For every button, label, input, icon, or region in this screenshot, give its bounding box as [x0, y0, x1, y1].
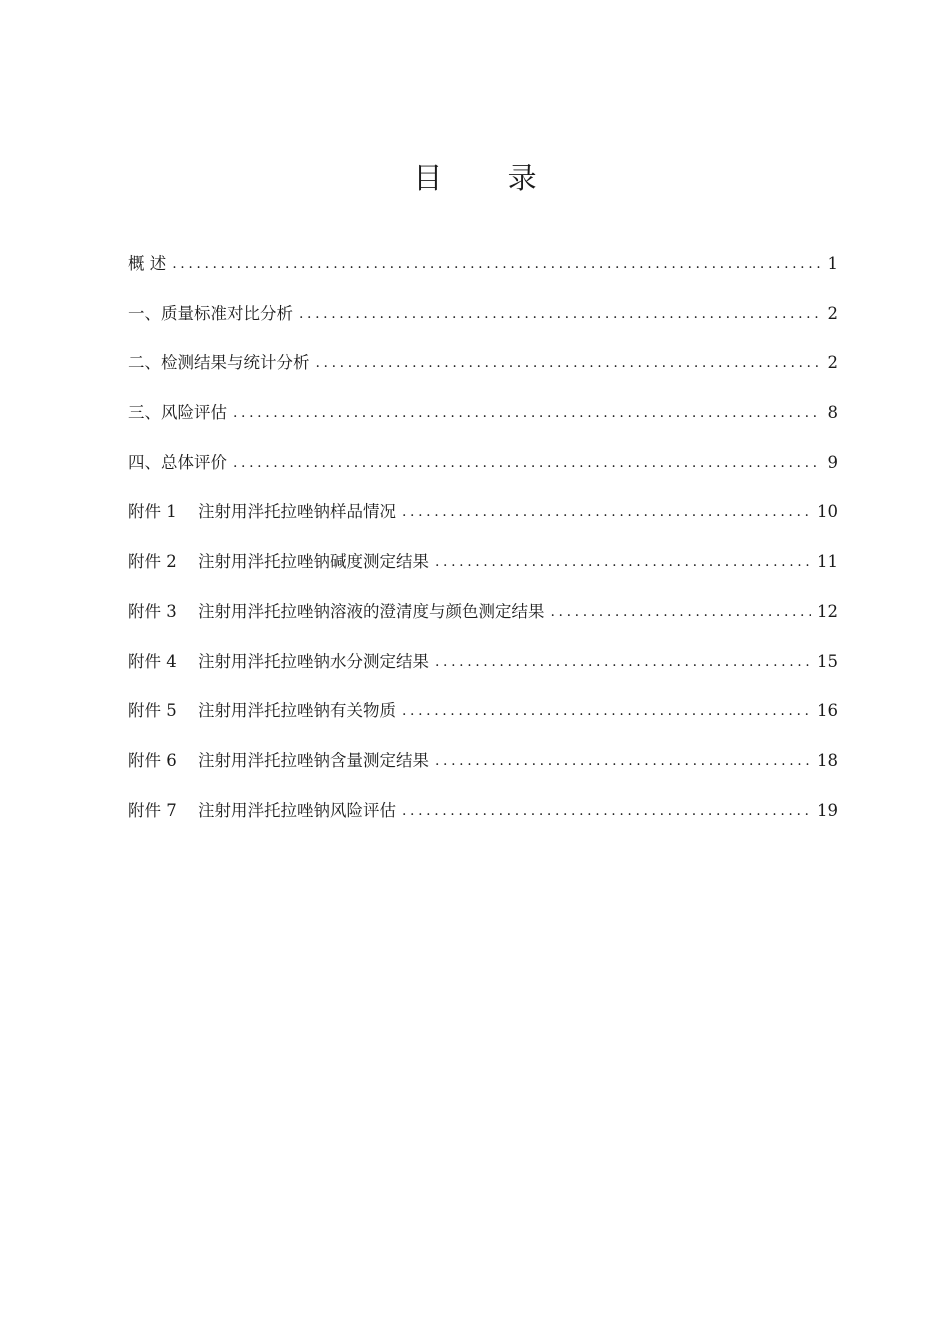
toc-entry-label: [128, 797, 396, 825]
attachment-prefix: 附件 6: [128, 750, 177, 770]
toc-entry-label: 概 述: [128, 254, 167, 273]
attachment-title: 注射用泮托拉唑钠溶液的澄清度与颜色测定结果: [198, 601, 545, 621]
toc-page-number: 18: [817, 750, 838, 770]
attachment-title: 注射用泮托拉唑钠含量测定结果: [198, 750, 429, 770]
toc-entry-attachment-5[interactable]: [128, 697, 838, 747]
toc-leader-dots: [402, 498, 811, 526]
attachment-prefix: 附件 2: [128, 552, 177, 572]
attachment-prefix: 附件 4: [128, 651, 177, 671]
toc-leader-dots: [233, 449, 822, 477]
toc-entry-attachment-3[interactable]: [128, 598, 838, 648]
attachment-title: 注射用泮托拉唑钠水分测定结果: [198, 651, 429, 671]
attachment-prefix: 附件 7: [128, 800, 177, 820]
toc-entry-attachment-7[interactable]: [128, 797, 838, 847]
toc-page-number: 16: [817, 701, 838, 721]
toc-entry-label: [128, 648, 429, 676]
toc-entry-label: 四、总体评价: [128, 452, 227, 472]
toc-entry-label: 二、检测结果与统计分析: [128, 353, 310, 373]
toc-page-number: 2: [827, 303, 838, 323]
toc-entry-attachment-2[interactable]: [128, 548, 838, 598]
attachment-title: 注射用泮托拉唑钠碱度测定结果: [198, 552, 429, 572]
toc-leader-dots: [402, 797, 811, 825]
attachment-prefix: 附件 5: [128, 701, 177, 721]
toc-page-number: 9: [827, 452, 838, 472]
toc-page-number: 11: [817, 552, 838, 572]
toc-page-number: 12: [817, 601, 838, 621]
toc-leader-dots: [402, 697, 811, 725]
toc-leader-dots: [551, 598, 812, 626]
toc-entry-label: [128, 747, 429, 775]
toc-leader-dots: [233, 399, 822, 427]
page-title: 目 录: [413, 161, 565, 195]
toc-entry-label: 三、风险评估: [128, 403, 227, 423]
attachment-title: 注射用泮托拉唑钠样品情况: [198, 502, 396, 522]
toc-entry-label: 一、质量标准对比分析: [128, 303, 293, 323]
attachment-title: 注射用泮托拉唑钠风险评估: [198, 800, 396, 820]
toc-leader-dots: [435, 747, 811, 775]
toc-page-number: 19: [817, 800, 838, 820]
toc-entry-label: [128, 498, 396, 526]
toc-leader-dots: [172, 250, 821, 278]
toc-entry-overview[interactable]: [128, 250, 838, 300]
toc-page-number: 15: [817, 651, 838, 671]
toc-page-number: 2: [827, 353, 838, 373]
toc-entry-attachment-1[interactable]: [128, 498, 838, 548]
toc-page-number: 1: [827, 254, 838, 273]
toc-entry-section-1[interactable]: [128, 300, 838, 350]
attachment-title: 注射用泮托拉唑钠有关物质: [198, 701, 396, 721]
attachment-prefix: 附件 1: [128, 502, 177, 522]
toc-page-number: 8: [827, 403, 838, 423]
toc-entry-section-4[interactable]: [128, 449, 838, 499]
toc-page-number: 10: [817, 502, 838, 522]
attachment-prefix: 附件 3: [128, 601, 177, 621]
toc-entry-label: [128, 697, 396, 725]
toc-entry-attachment-4[interactable]: [128, 648, 838, 698]
toc-entry-attachment-6[interactable]: [128, 747, 838, 797]
toc-entry-section-3[interactable]: [128, 399, 838, 449]
toc-leader-dots: [316, 349, 822, 377]
toc-leader-dots: [299, 300, 822, 328]
toc-leader-dots: [435, 548, 811, 576]
toc-entry-label: [128, 598, 545, 626]
toc-leader-dots: [435, 648, 811, 676]
table-of-contents: [128, 250, 838, 846]
toc-entry-label: [128, 548, 429, 576]
toc-entry-section-2[interactable]: [128, 349, 838, 399]
